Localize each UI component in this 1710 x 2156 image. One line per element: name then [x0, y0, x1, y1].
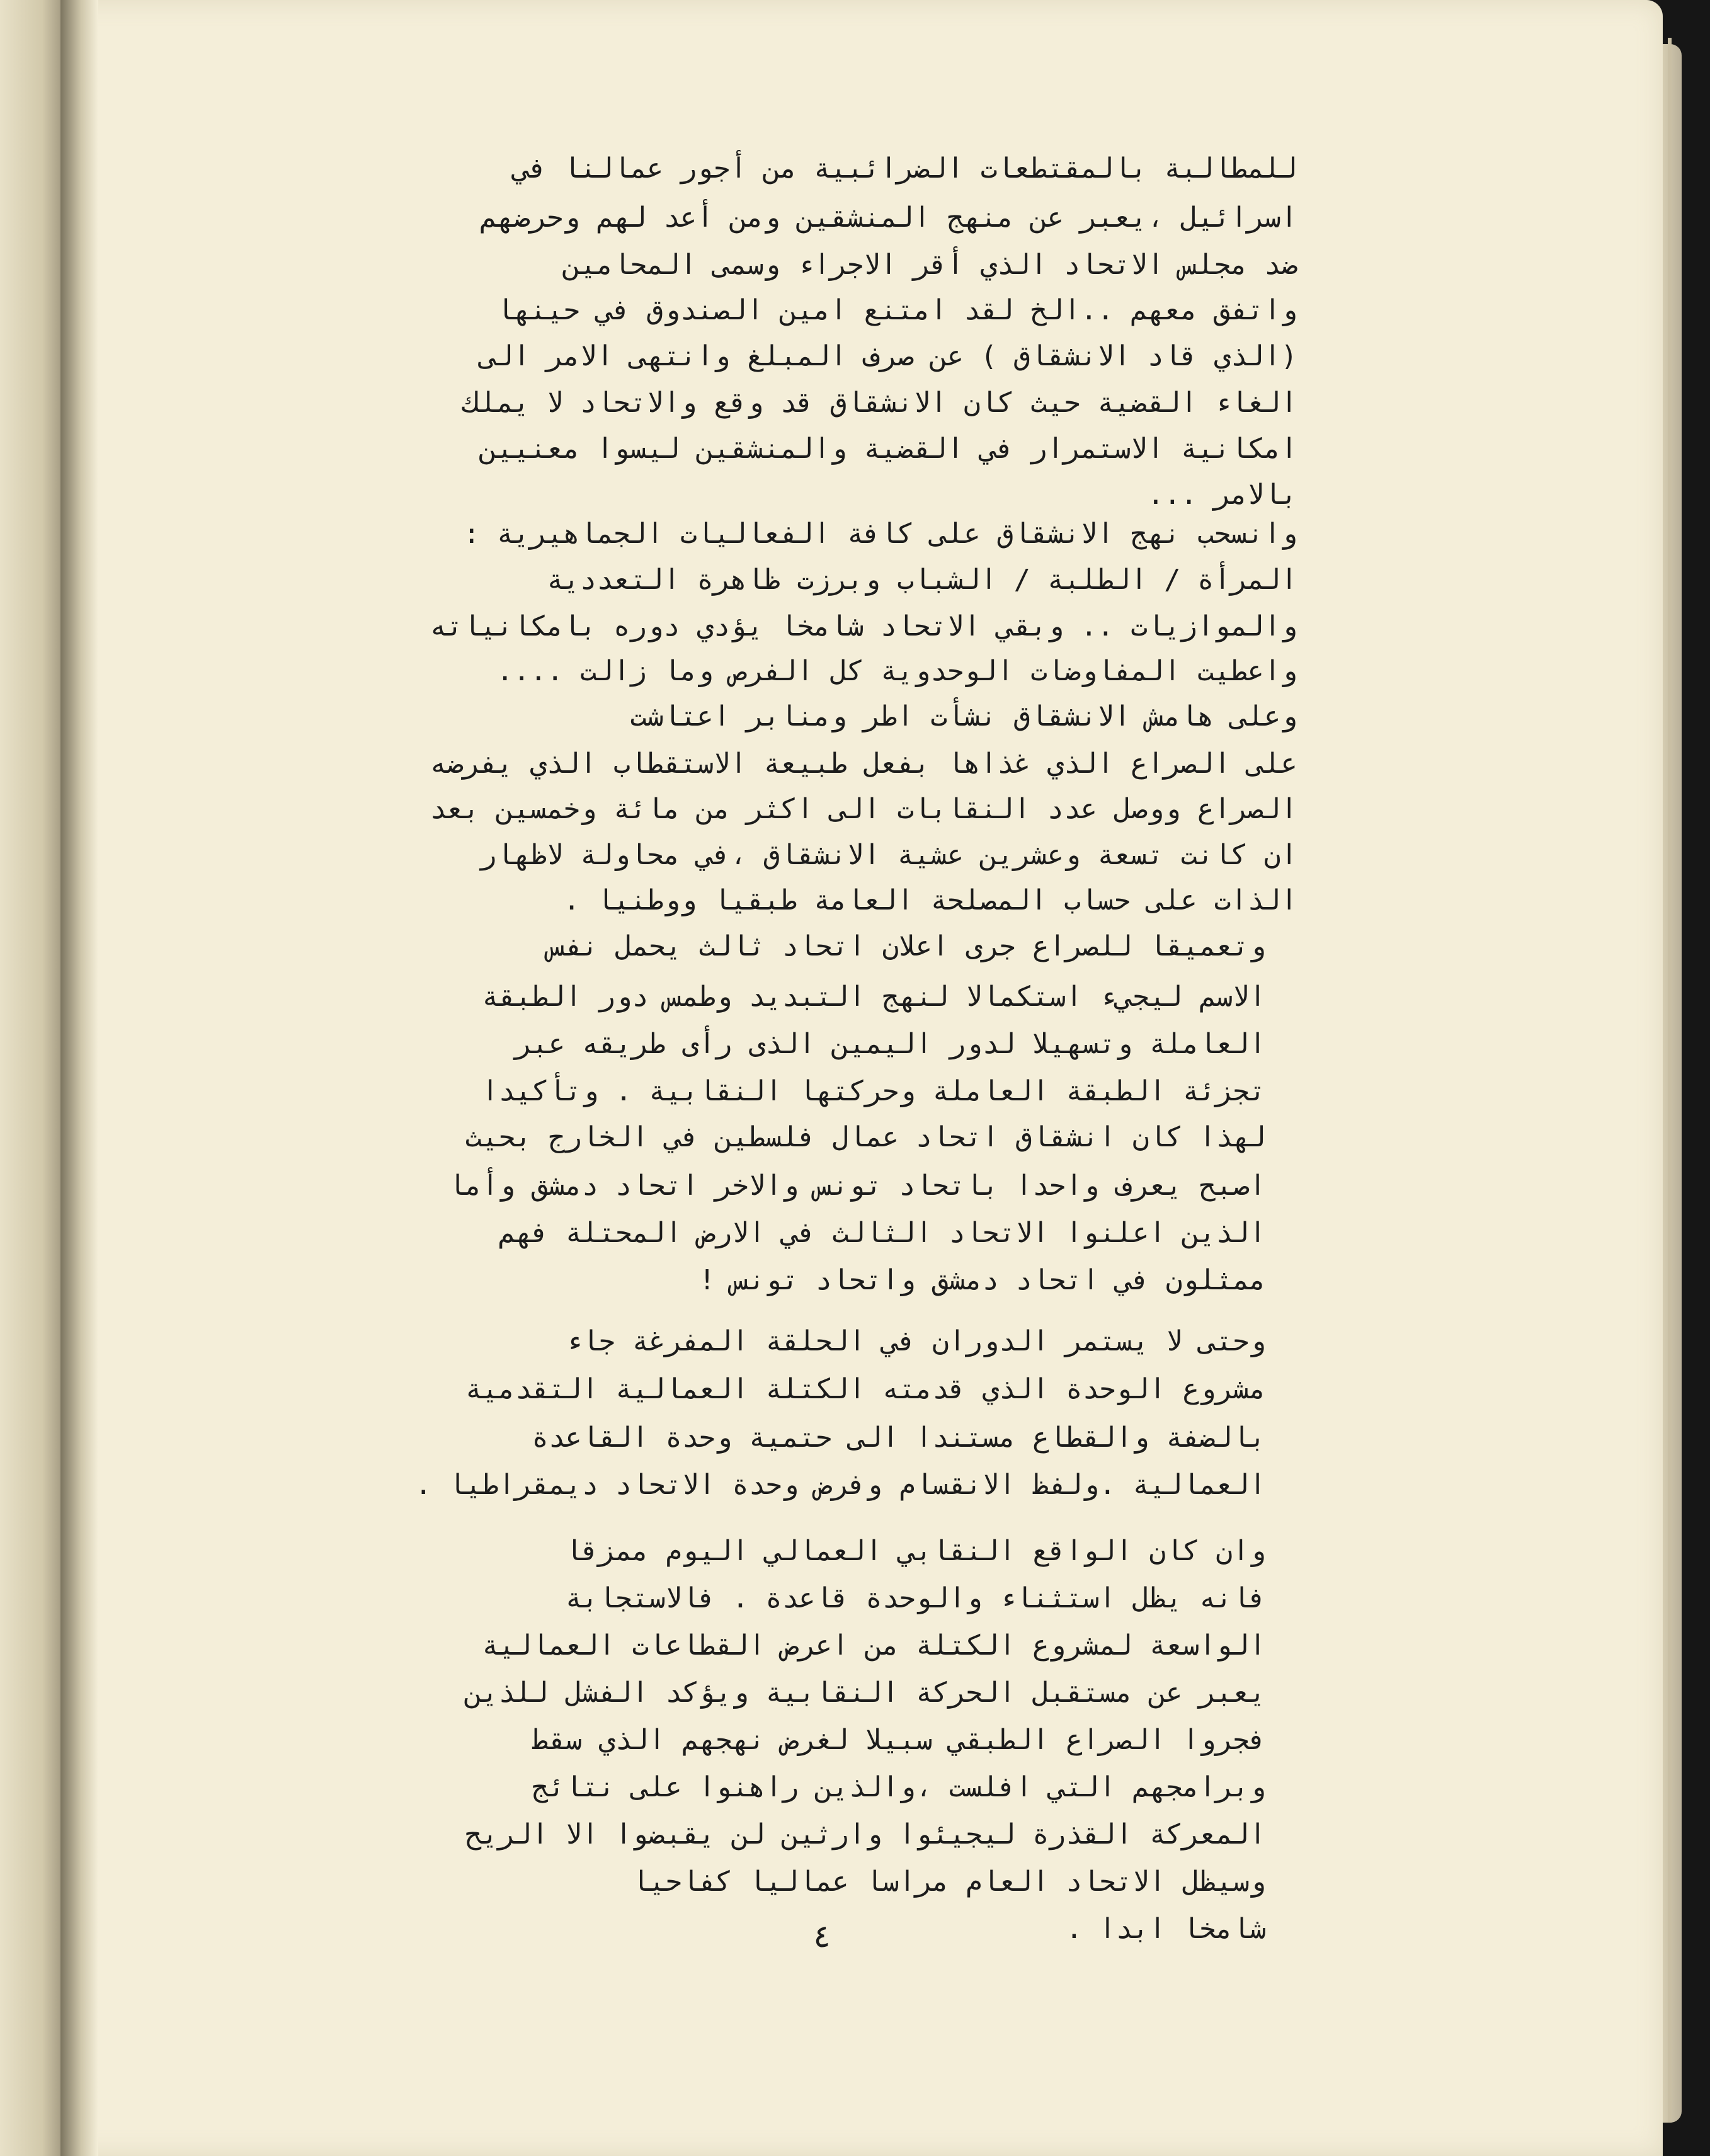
text-line: ان كانت تسعة وعشرين عشية الانشقاق ،في محاولة لاظهار: [479, 839, 1297, 871]
text-line: اسرائيل ،يعبر عن منهج المنشقين ومن أعد لهم وحرضهم: [479, 202, 1297, 234]
text-line: امكانية الاستمرار في القضية والمنشقين ليسوا معنيين: [479, 433, 1297, 465]
facing-page-edge: [0, 0, 60, 2156]
text-line: فانه يظل استثناء والوحدة قاعدة . فالاستجابة: [565, 1582, 1266, 1614]
text-line: لهذا كان انشقاق اتحاد عمال فلسطين في الخارج بحيث: [465, 1121, 1266, 1153]
text-line: واتفق معهم ..الخ لقد امتنع امين الصندوق في حينها: [496, 294, 1297, 326]
text-line: الاسم ليجيء استكمالا لنهج التبديد وطمس دور الطبقة: [481, 981, 1266, 1013]
text-line: الذات على حساب المصلحة العامة طبقيا ووطنيا .: [563, 884, 1297, 916]
text-line: فجروا الصراع الطبقي سبيلا لغرض نهجهم الذي سقط: [532, 1724, 1266, 1756]
text-line: وان كان الواقع النقابي العمالي اليوم ممزقا: [565, 1535, 1266, 1567]
text-line: وسيظل الاتحاد العام مراسا عماليا كفاحيا: [632, 1866, 1266, 1898]
text-line: شامخا ابدا .: [1066, 1913, 1266, 1945]
text-line: وبرامجهم التي افلست ،والذين راهنوا على نتائج: [532, 1771, 1266, 1803]
text-line: على الصراع الذي غذاها بفعل طبيعة الاستقطاب الذي يفرضه: [430, 748, 1297, 780]
text-line: العمالية .ولفظ الانقسام وفرض وحدة الاتحاد ديمقراطيا .: [414, 1469, 1266, 1501]
text-line: مشروع الوحدة الذي قدمته الكتلة العمالية التقدمية: [465, 1373, 1266, 1405]
text-line: الذين اعلنوا الاتحاد الثالث في الارض المحتلة فهم: [498, 1217, 1266, 1249]
text-line: المعركة القذرة ليجيئوا وارثين لن يقبضوا الا الريح: [465, 1818, 1266, 1851]
text-line: بالامر ...: [1147, 479, 1297, 511]
page-number: ٤: [812, 1918, 832, 1954]
text-line: العاملة وتسهيلا لدور اليمين الذى رأى طريقه عبر: [515, 1028, 1266, 1060]
text-line: للمطالبة بالمقتطعات الضرائبية من أجور عمالنا في: [513, 152, 1297, 185]
text-line: وتعميقا للصراع جرى اعلان اتحاد ثالث يحمل نفس: [548, 930, 1266, 962]
text-line: بالضفة والقطاع مستندا الى حتمية وحدة القاعدة: [532, 1422, 1266, 1454]
text-line: واعطيت المفاوضات الوحدوية كل الفرص وما زالت ....: [496, 655, 1297, 687]
text-line: وانسحب نهج الانشقاق على كافة الفعاليات الجماهيرية :: [463, 518, 1297, 550]
text-line: تجزئة الطبقة العاملة وحركتها النقابية . وتأكيدا: [481, 1075, 1266, 1107]
text-line: ضد مجلس الاتحاد الذي أقر الاجراء وسمى المحامين: [563, 249, 1297, 281]
text-line: ممثلون في اتحاد دمشق واتحاد تونس !: [698, 1264, 1266, 1296]
text-line: (الذي قاد الانشقاق ) عن صرف المبلغ وانتهى الامر الى: [479, 340, 1297, 372]
text-line: اصبح يعرف واحدا باتحاد تونس والاخر اتحاد دمشق وأما: [448, 1170, 1266, 1202]
text-line: يعبر عن مستقبل الحركة النقابية ويؤكد الفشل للذين: [465, 1677, 1266, 1709]
page-edge-3: [1668, 38, 1672, 2123]
text-line: المرأة / الطلبة / الشباب وبرزت ظاهرة التعددية: [546, 564, 1297, 596]
text-line: الواسعة لمشروع الكتلة من اعرض القطاعات العمالية: [481, 1629, 1266, 1662]
text-line: وعلى هامش الانشقاق نشأت اطر ومنابر اعتاشت: [630, 700, 1297, 733]
text-line: الصراع ووصل عدد النقابات الى اكثر من مائة وخمسين بعد: [430, 793, 1297, 825]
text-line: وحتى لا يستمر الدوران في الحلقة المفرغة جاء: [565, 1325, 1266, 1357]
text-line: الغاء القضية حيث كان الانشقاق قد وقع والاتحاد لا يملك: [463, 387, 1297, 419]
text-line: والموازيات .. وبقي الاتحاد شامخا يؤدي دوره بامكانياته: [430, 610, 1297, 642]
book-gutter: [60, 0, 98, 2156]
